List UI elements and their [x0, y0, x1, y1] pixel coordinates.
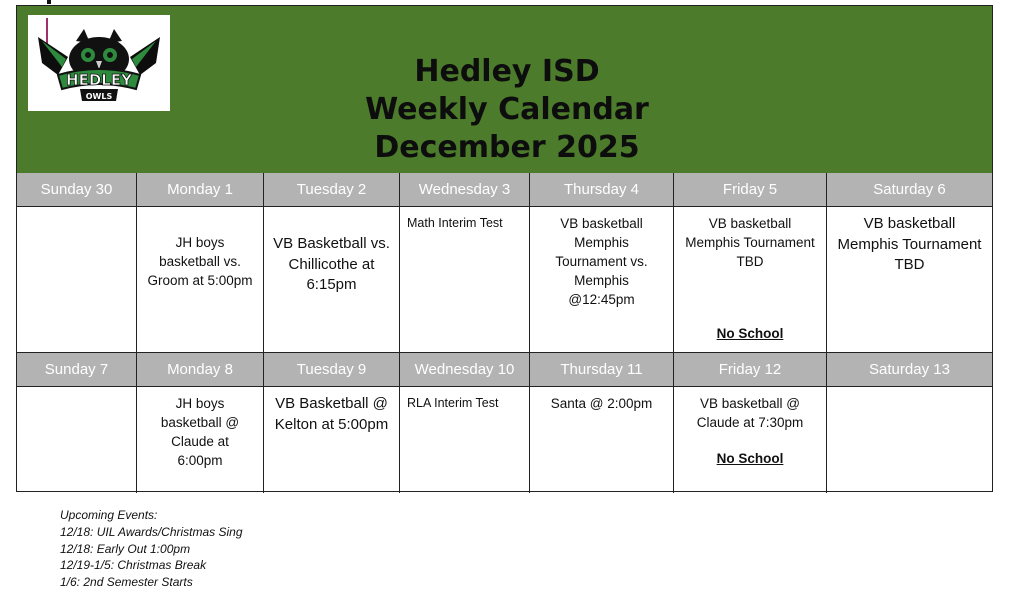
no-school-note: No School — [716, 451, 784, 466]
day-header: Thursday 11 — [530, 353, 674, 386]
day-cell — [827, 207, 992, 352]
calendar-banner — [17, 6, 992, 174]
title-line-calendar: Weekly Calendar — [365, 92, 649, 127]
day-cell — [264, 207, 400, 352]
day-header: Thursday 4 — [530, 173, 674, 206]
day-cell — [17, 387, 137, 493]
event-text: RLA Interim Test — [407, 396, 499, 410]
day-header: Tuesday 9 — [264, 353, 400, 386]
logo-text: HEDLEY — [66, 71, 132, 89]
day-header: Friday 12 — [674, 353, 827, 386]
event-text: VB Basketball vs. Chillicothe at 6:15pm — [273, 235, 390, 293]
week-2-body-row — [17, 387, 992, 493]
day-header: Tuesday 2 — [264, 173, 400, 206]
title-line-month: December 2025 — [374, 130, 640, 165]
day-cell — [137, 207, 264, 352]
calendar-sheet — [16, 5, 993, 492]
week-1-body-row — [17, 207, 992, 353]
event-text: VB basketball @ Claude at 7:30pm — [696, 396, 804, 430]
week-1-header-row — [17, 173, 992, 207]
event-text: Santa @ 2:00pm — [550, 396, 653, 411]
event-text: VB basketball Memphis Tournament TBD — [837, 215, 982, 273]
day-cell — [17, 207, 137, 352]
day-header: Monday 1 — [137, 173, 264, 206]
event-text: VB Basketball @ Kelton at 5:00pm — [274, 395, 389, 433]
upcoming-item: 12/18: UIL Awards/Christmas Sing — [60, 524, 243, 539]
day-header: Sunday 30 — [17, 173, 137, 206]
week-2-header-row — [17, 353, 992, 387]
day-header: Monday 8 — [137, 353, 264, 386]
day-cell — [137, 387, 264, 493]
day-cell — [530, 387, 674, 493]
day-cell — [400, 387, 530, 493]
page-corner-mark — [47, 0, 51, 4]
event-text: JH boys basketball @ Claude at 6:00pm — [160, 396, 240, 468]
event-text: VB basketball Memphis Tournament TBD — [685, 216, 815, 269]
calendar-grid — [17, 173, 992, 493]
upcoming-events — [60, 507, 243, 591]
no-school-note: No School — [716, 326, 784, 341]
upcoming-item: 12/18: Early Out 1:00pm — [60, 541, 191, 556]
day-cell — [264, 387, 400, 493]
title-line-school: Hedley ISD — [414, 54, 600, 89]
day-cell — [674, 387, 827, 493]
owl-logo-icon — [28, 15, 170, 111]
page-title — [257, 53, 757, 167]
event-text: VB basketball Memphis Tournament vs. Memphis @12:45pm — [555, 216, 648, 307]
day-header: Wednesday 10 — [400, 353, 530, 386]
day-header: Wednesday 3 — [400, 173, 530, 206]
upcoming-item: 12/19-1/5: Christmas Break — [60, 558, 207, 573]
event-text: JH boys basketball vs. Groom at 5:00pm — [147, 235, 253, 288]
day-cell — [827, 387, 992, 493]
event-text: Math Interim Test — [407, 216, 503, 230]
logo-subtext: OWLS — [85, 92, 113, 101]
day-cell — [674, 207, 827, 352]
upcoming-item: 1/6: 2nd Semester Starts — [60, 575, 193, 590]
day-header: Sunday 7 — [17, 353, 137, 386]
day-cell — [530, 207, 674, 352]
day-header: Saturday 6 — [873, 181, 946, 198]
day-header: Friday 5 — [674, 173, 827, 206]
upcoming-heading: Upcoming Events: — [60, 508, 158, 522]
school-logo — [28, 15, 170, 111]
day-header: Saturday 13 — [869, 361, 950, 378]
day-cell — [400, 207, 530, 352]
